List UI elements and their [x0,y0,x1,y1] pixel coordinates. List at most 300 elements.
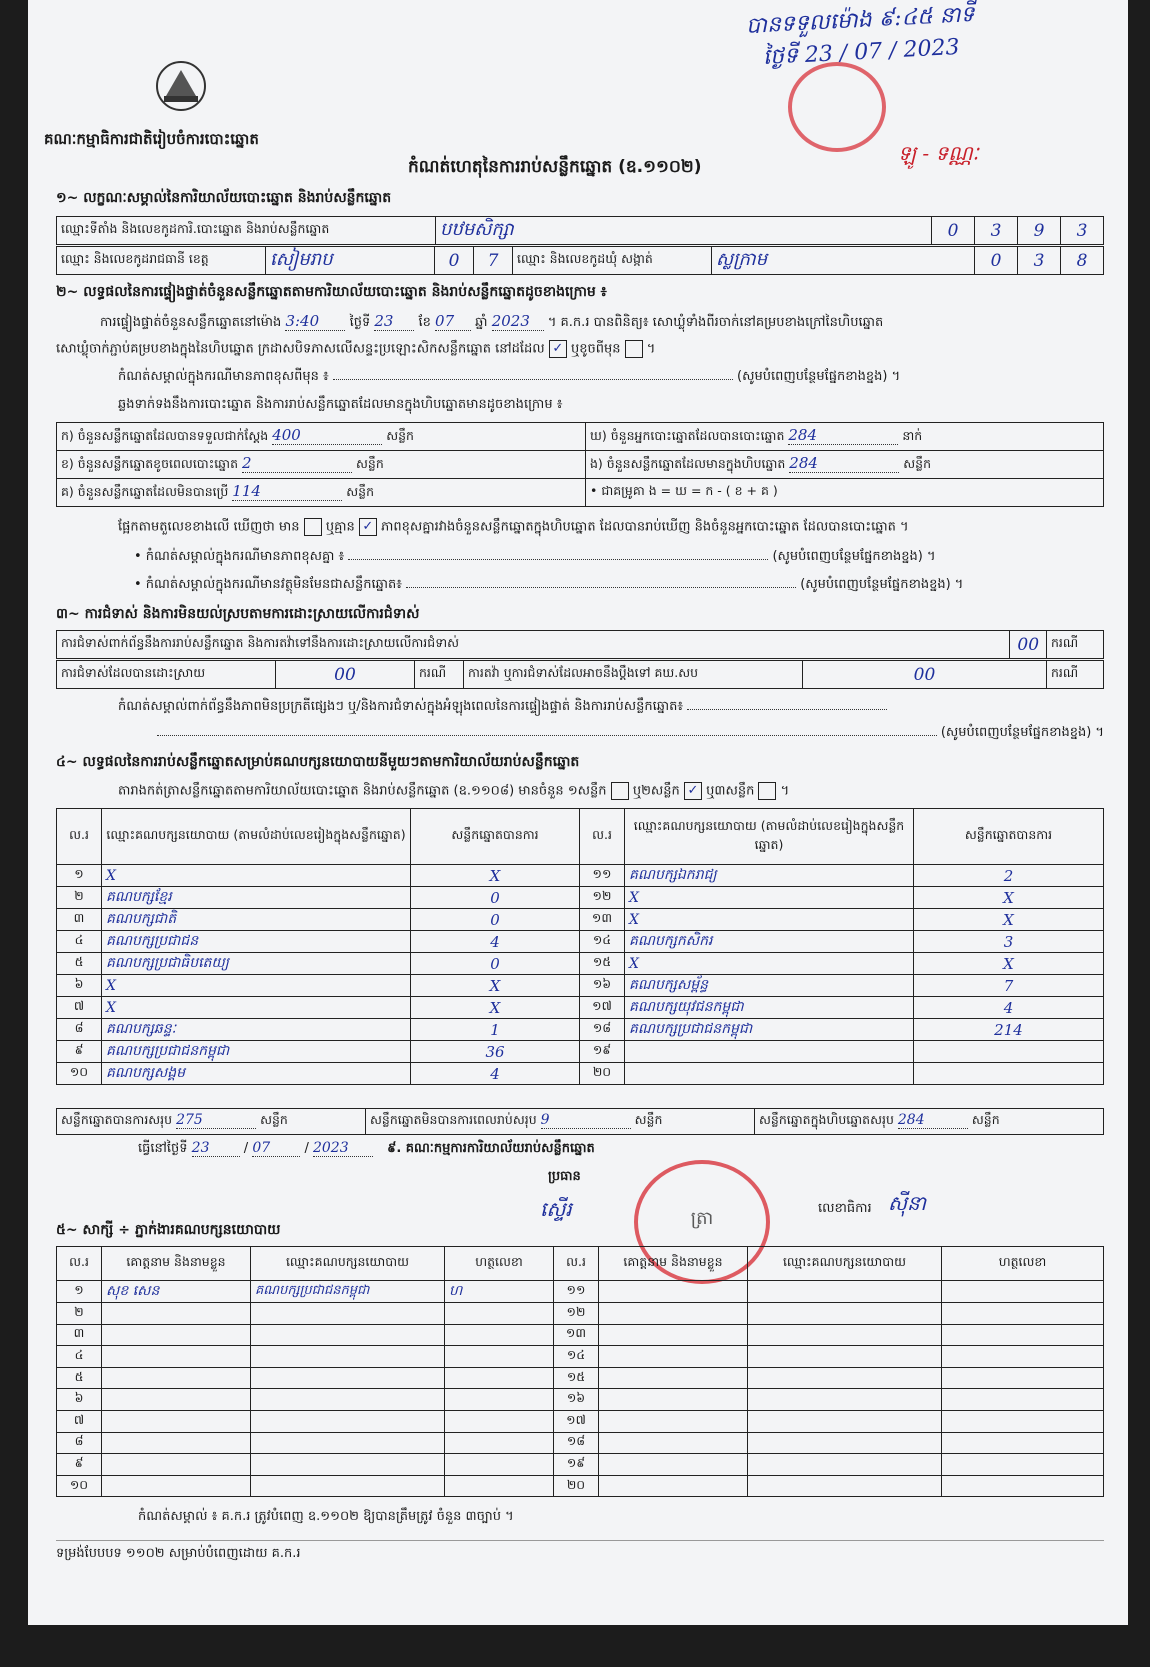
witness-signature [445,1346,554,1368]
party-votes: 7 [914,975,1104,997]
row-number: ៣ [57,1324,102,1346]
ballots-received-label: ក) ចំនួនសន្លឹកឆ្នោតដែលបានទទួលជាក់ស្តែង [61,428,269,443]
party-name: X [102,975,411,997]
witness-party [251,1389,445,1411]
witness-name [102,1346,251,1368]
complaints-label: ការជំទាស់ពាក់ព័ន្ធនឹងការរាប់សន្លឹកឆ្នោត និងការតវ៉ាទៅនឹងការដោះស្រាយលើការជំទាស់ [57,631,1010,659]
two-sheet-label: ឬ២សន្លឹក [632,783,680,799]
unused-ballots-label: គ) ចំនួនសន្លឹកឆ្នោតដែលមិនបានប្រើ [61,484,229,499]
table-row [57,887,1104,909]
party-name: គណបក្សប្រជាធិបតេយ្យ [102,953,411,975]
station-digit: 3 [975,217,1018,245]
witness-signature [942,1389,1104,1411]
table-row [57,997,1104,1019]
party-votes: X [914,887,1104,909]
party-votes: X [914,909,1104,931]
row-number: ១៤ [554,1346,599,1368]
unit: នាក់ [902,428,923,443]
row-number: ៨ [57,1432,102,1454]
party-name: X [625,909,914,931]
match-or: ឬគ្មាន [325,519,355,535]
row-number: ៤ [57,1346,102,1368]
witness-name [599,1432,748,1454]
witness-name [102,1454,251,1476]
three-sheet-label: ឬ៣សន្លឹក [706,783,755,799]
witness-name [599,1346,748,1368]
period: ។ [646,341,656,357]
witness-signature [942,1324,1104,1346]
witness-party [251,1324,445,1346]
row-number: ៩ [57,1454,102,1476]
verify-prefix: ការផ្ទៀងផ្ទាត់ចំនួនសន្លឹកឆ្នោតនៅម៉ោង [100,315,282,330]
appeal-count: 00 [803,661,1047,689]
row-number: ១១ [580,865,625,887]
row-number: ១៣ [580,909,625,931]
section-1-table [56,216,1104,245]
unit: សន្លឹក [346,484,375,499]
witness-signature [942,1346,1104,1368]
party-votes: 0 [411,909,580,931]
section-5-heading: ៥~ សាក្សី ÷ ភ្នាក់ងារគណបក្សនយោបាយ [56,1222,281,1238]
witness-name [102,1410,251,1432]
witness-name [599,1475,748,1497]
party-name: គណបក្សឆន្ទៈ [102,1019,411,1041]
col-party: ឈ្មោះគណបក្សនយោបាយ (តាមលំដាប់លេខរៀងក្នុងសន្លឹកឆ្នោត) [102,809,411,865]
witness-signature [942,1281,1104,1303]
party-votes: 4 [914,997,1104,1019]
col-signature: ហត្ថលេខា [942,1247,1104,1281]
col-no: ល.រ [554,1247,599,1281]
case-unit: ករណី [1047,661,1104,689]
party-votes: 4 [411,1063,580,1085]
unused-ballots-value: 114 [232,482,342,501]
row-number: ១៤ [580,931,625,953]
note-dots [687,709,887,710]
note-hint: (សូមបំពេញបន្ថែមផ្នែកខាងខ្នង) ។ [772,549,936,564]
row-number: ១៧ [554,1410,599,1432]
witness-name: សុខ សេន [102,1281,251,1303]
voters-value: 284 [788,426,898,445]
witness-party [748,1303,942,1325]
witness-signature [445,1303,554,1325]
table-row [57,1454,1104,1476]
witness-party [748,1454,942,1476]
row-number: ៧ [57,1410,102,1432]
witness-name [102,1303,251,1325]
verify-year: 2023 [492,312,544,331]
witness-party [251,1303,445,1325]
party-name: គណបក្សយុវជនកម្ពុជា [625,997,914,1019]
province-digit: 7 [474,247,513,275]
three-sheet-checkbox[interactable] [758,782,776,800]
party-name: X [102,997,411,1019]
done-date-label: ធ្វើនៅថ្ងៃទី [138,1141,188,1156]
station-value: បឋមសិក្សា [436,217,932,245]
witness-signature [445,1475,554,1497]
commune-digit: 8 [1061,247,1104,275]
witness-signature [942,1410,1104,1432]
row-number: ១ [57,1281,102,1303]
row-number: ១៩ [580,1041,625,1063]
table-row [57,909,1104,931]
station-digit: 3 [1061,217,1104,245]
row-number: ២ [57,887,102,909]
emblem-icon [146,56,216,116]
witness-signature [942,1432,1104,1454]
party-votes: 214 [914,1019,1104,1041]
complaints-table [56,630,1104,659]
witness-table [56,1246,1104,1497]
note-line-1 [118,368,1098,387]
chairman-signature: ស្ទើរ [540,1197,572,1221]
col-no: ល.រ [580,809,625,865]
total-invalid-value: 9 [541,1112,631,1129]
total-box-value: 284 [898,1112,968,1129]
party-name: គណបក្សខ្មែរ [102,887,411,909]
row-number: ២០ [580,1063,625,1085]
witness-party: គណបក្សប្រជាជនកម្ពុជា [251,1281,445,1303]
row-number: ១១ [554,1281,599,1303]
party-name: គណបក្សសម្ព័ន្ធ [625,975,914,997]
row-number: ១២ [554,1303,599,1325]
party-name: គណបក្សសង្គម [102,1063,411,1085]
row-number: ១៨ [580,1019,625,1041]
resolved-count: 00 [276,661,415,689]
spoiled-ballots-label: ខ) ចំនួនសន្លឹកឆ្នោតខូចពេលបោះឆ្នោត [61,456,239,471]
row-number: ៩ [57,1041,102,1063]
year-label: ឆ្នាំ [475,315,488,330]
witness-name [599,1410,748,1432]
row-number: ២ [57,1303,102,1325]
row-number: ១៧ [580,997,625,1019]
seal-check-line [56,340,655,360]
complaints-count: 00 [1010,631,1047,659]
station-digit: 9 [1018,217,1061,245]
period: ។ [780,783,790,799]
note-foreign-label: • កំណត់សម្គាល់ក្នុងករណីមានវត្ថុមិនមែនជាសន្លឹកឆ្នោត៖ [134,577,402,592]
spoiled-ballots-value: 2 [242,454,352,473]
witness-name [599,1303,748,1325]
chairman-label: ប្រធាន [548,1169,581,1184]
party-name: គណបក្សប្រជាជនកម្ពុជា [102,1041,411,1063]
witness-party [251,1367,445,1389]
col-witness-name: គោត្តនាម និងនាមខ្លួន [599,1247,748,1281]
party-name: គណបក្សកសិករ [625,931,914,953]
row-number: ៥ [57,953,102,975]
row-number: ១០ [57,1063,102,1085]
appeal-label: ការតវ៉ា ឬការជំទាស់ដែលអាចនឹងប្តឹងទៅ គឃ.សប [464,661,803,689]
seal-broken-label: ឬខូចពីមុន [570,341,621,357]
footnote: កំណត់សម្គាល់ ៖ គ.ក.រ ត្រូវបំពេញ ឧ.១១០២ ឱ្យបានត្រឹមត្រូវ ចំនួន ៣ច្បាប់ ។ [138,1509,514,1524]
commune-label: ឈ្មោះ និងលេខកូដឃុំ សង្កាត់ [513,247,712,275]
verify-time: 3:40 [285,312,345,331]
witness-party [251,1475,445,1497]
note-hint: (សូមបំពេញបន្ថែមផ្នែកខាងខ្នង) ។ [940,725,1104,740]
totals-row [56,1108,1104,1135]
witness-name [102,1367,251,1389]
witness-party [748,1324,942,1346]
match-line [118,518,909,538]
tally-line-text: តារាងកត់ត្រាសន្លឹកឆ្នោតតាមការិយាល័យបោះឆ្នោត និងរាប់សន្លឹកឆ្នោត (ឧ.១១០៨) មានចំនួន ១សន្លឹក [118,783,607,799]
witness-signature [445,1367,554,1389]
day-label: ថ្ងៃទី [349,315,371,330]
match-prefix: ផ្អែកតាមតួលេខខាងលើ ឃើញថា មាន [118,519,300,535]
has-difference-checkbox[interactable] [304,518,322,536]
ballots-in-box-value: 284 [789,454,899,473]
ballot-count-table [56,422,1104,507]
table-row [57,1346,1104,1368]
table-row [57,865,1104,887]
note-hint: (សូមបំពេញបន្ថែមផ្នែកខាងខ្នង) ។ [737,369,901,384]
witness-signature [445,1454,554,1476]
witness-party [251,1432,445,1454]
commune-digit: 3 [1018,247,1061,275]
row-number: ១៩ [554,1454,599,1476]
party-name: X [625,953,914,975]
witness-signature [445,1410,554,1432]
witness-party [251,1454,445,1476]
witness-name [102,1324,251,1346]
witness-party [748,1389,942,1411]
ballots-in-box-label: ង) ចំនួនសន្លឹកឆ្នោតដែលមានក្នុងហិបឆ្នោត [590,456,786,471]
table-row [57,1389,1104,1411]
witness-name [599,1389,748,1411]
official-seal-icon [788,62,886,152]
party-name: គណបក្សប្រជាជន [102,931,411,953]
row-number: ១៨ [554,1432,599,1454]
done-date-line: ធ្វើនៅថ្ងៃទី 23 / 07 / 2023 ៩. គណៈកម្មការការិយាល័យរាប់សន្លឹកឆ្នោត [138,1140,595,1156]
party-votes: 1 [411,1019,580,1041]
province-label: ឈ្មោះ និងលេខកូដរាជធានី ខេត្ត [57,247,266,275]
row-number: ១៦ [580,975,625,997]
seal-intact-checkbox[interactable]: ✓ [549,340,567,358]
witness-party [748,1432,942,1454]
row-number: ៦ [57,975,102,997]
col-no: ល.រ [57,809,102,865]
verify-suffix: ។ គ.ក.រ បានពិនិត្យ៖ សោឃ្លុំទាំងពីរចាក់នៅគម្របខាងក្រៅនៃហិបឆ្នោត [547,315,884,330]
row-number: ៣ [57,909,102,931]
issuer-name: គណៈកម្មាធិការជាតិរៀបចំការបោះឆ្នោត [44,130,259,148]
two-sheet-checkbox[interactable]: ✓ [684,782,702,800]
done-month: 07 [252,1140,300,1157]
one-sheet-checkbox[interactable] [611,782,629,800]
row-number: ១២ [580,887,625,909]
witness-name [599,1367,748,1389]
witness-party [748,1475,942,1497]
witness-signature [445,1389,554,1411]
done-day: 23 [192,1140,240,1157]
row-number: ១ [57,865,102,887]
section-3-heading: ៣~ ការជំទាស់ និងការមិនយល់ស្របតាមការដោះស្រាយលើការជំទាស់ [56,606,420,622]
party-votes: X [914,953,1104,975]
resolved-label: ការជំទាស់ដែលបានដោះស្រាយ [57,661,276,689]
witness-name [102,1475,251,1497]
handwritten-receipt-date: ថ្ងៃទី 23 / 07 / 2023 [762,34,961,71]
table-row [57,1041,1104,1063]
party-votes: X [411,975,580,997]
witness-name [102,1432,251,1454]
witness-signature [942,1303,1104,1325]
party-votes [914,1041,1104,1063]
row-number: ៨ [57,1019,102,1041]
verification-line [100,312,1100,333]
party-name [625,1041,914,1063]
witness-signature [942,1454,1104,1476]
unit: សន្លឹក [355,456,384,471]
form-code: ទម្រង់បែបបទ ១១០២ សម្រាប់បំពេញដោយ គ.ក.រ [56,1540,1104,1564]
note-diff-label: • កំណត់សម្គាល់ក្នុងករណីមានភាពខុសគ្នា ៖ [134,549,345,564]
party-name: គណបក្សប្រជាជនកម្ពុជា [625,1019,914,1041]
col-signature: ហត្ថលេខា [445,1247,554,1281]
section-3-note [118,698,1108,717]
seal-broken-checkbox[interactable] [625,340,643,358]
seal-text: ត្រា [690,1208,714,1229]
commune-digit: 0 [975,247,1018,275]
table-row [57,1432,1104,1454]
col-witness-name: គោត្តនាម និងនាមខ្លួន [102,1247,251,1281]
verify-day: 23 [374,312,414,331]
form-sheet [28,0,1128,1625]
row-number: ២០ [554,1475,599,1497]
witness-signature [445,1432,554,1454]
unit: សន្លឹក [903,456,932,471]
note-dots [348,559,768,560]
unit: សន្លឹក [386,428,414,443]
witness-signature [942,1367,1104,1389]
note-dots [157,735,937,736]
party-name: X [102,865,411,887]
witness-party [748,1410,942,1432]
form-title: កំណត់ហេតុនៃការរាប់សន្លឹកឆ្នោត (ឧ.១១០២) [408,157,702,177]
row-number: ១៣ [554,1324,599,1346]
table-row [57,1019,1104,1041]
party-name: គណបក្សជាតិ [102,909,411,931]
witness-name [599,1324,748,1346]
handwritten-red-signature: ឡូ - ទណ្ណៈ [898,141,979,165]
note-label: កំណត់សម្គាល់ក្នុងករណីមានភាពខុសពីមុន ៖ [118,369,329,384]
done-year: 2023 [313,1140,373,1157]
note-dots [333,379,733,380]
results-intro: ឆ្លងទាក់ទងនឹងការបោះឆ្នោត និងការរាប់សន្លឹកឆ្នោតដែលមានក្នុងហិបឆ្នោតមានដូចខាងក្រោម ៖ [118,397,563,412]
party-votes: 2 [914,865,1104,887]
province-digit: 0 [435,247,474,275]
secretary-signature: ស៊ីនា [888,1191,927,1215]
col-no: ល.រ [57,1247,102,1281]
row-number: ៦ [57,1389,102,1411]
commune-value: ស្លក្រាម [712,247,975,275]
unit: សន្លឹក [971,1112,1000,1127]
witness-name [599,1454,748,1476]
party-name: X [625,887,914,909]
table-row [57,1063,1104,1085]
party-name [625,1063,914,1085]
total-invalid-label: សន្លឹកឆ្នោតមិនបានការពេលរាប់សរុប [370,1112,537,1127]
row-number: ៥ [57,1367,102,1389]
table-row [57,1475,1104,1497]
table-row [57,931,1104,953]
table-row [57,953,1104,975]
party-votes: 36 [411,1041,580,1063]
section-3-note-text: កំណត់សម្គាល់ពាក់ព័ន្ធនឹងភាពមិនប្រក្រតីផ្សេងៗ ឬ/និងការជំទាស់ក្នុងអំឡុងពេលនៃការផ្ទៀងផ្ទាត់ និងការរាប់សន្លឹកឆ្នោត៖ [118,699,684,714]
witness-signature [445,1324,554,1346]
committee-label: ៩. គណៈកម្មការការិយាល័យរាប់សន្លឹកឆ្នោត [387,1141,595,1156]
unit: សន្លឹក [260,1112,288,1127]
seal-line-text: សោឃ្លុំចាក់ភ្ជាប់គម្របខាងក្នុងនៃហិបឆ្នោត ក្រដាសបិទភាសលើសន្ទះប្រឡោះសិកសន្លឹកឆ្នោត នៅដដែល [56,341,545,357]
note-line-2 [134,548,1104,567]
row-number: ១៥ [580,953,625,975]
case-unit: ករណី [1047,631,1104,659]
party-votes: X [411,865,580,887]
no-difference-checkbox[interactable]: ✓ [359,518,377,536]
verify-month: 07 [435,312,471,331]
section-2-heading: ២~ លទ្ធផលនៃការផ្ទៀងផ្ទាត់ចំនួនសន្លឹកឆ្នោតតាមការិយាល័យបោះឆ្នោត និងរាប់សន្លឹកឆ្នោតដូចខាងក្រោម ៖ [56,284,607,300]
secretary-label: លេខាធិការ [818,1201,872,1216]
complaints-table-row2 [56,660,1104,689]
row-number: ៧ [57,997,102,1019]
table-row [57,975,1104,997]
table-row [57,1410,1104,1432]
row-number: ១៥ [554,1367,599,1389]
row-number: ៤ [57,931,102,953]
col-party: ឈ្មោះគណបក្សនយោបាយ [748,1247,942,1281]
table-row [57,1281,1104,1303]
note-hint: (សូមបំពេញបន្ថែមផ្នែកខាងខ្នង) ។ [800,577,964,592]
col-party: ឈ្មោះគណបក្សនយោបាយ [251,1247,445,1281]
party-votes: 0 [411,887,580,909]
party-results-table [56,808,1104,1085]
party-votes: 0 [411,953,580,975]
note-line-3 [134,576,1104,595]
formula: • ជាគម្រូគា ង = ឃ = ក - ( ខ + គ ) [586,479,1104,507]
month-label: ខែ [418,315,431,330]
col-party: ឈ្មោះគណបក្សនយោបាយ (តាមលំដាប់លេខរៀងក្នុងសន្លឹកឆ្នោត) [625,809,914,865]
province-value: សៀមរាប [266,247,435,275]
witness-name [102,1389,251,1411]
total-valid-label: សន្លឹកឆ្នោតបានការសរុប [61,1112,173,1127]
row-number: ១០ [57,1475,102,1497]
col-votes: សន្លឹកឆ្នោតបានការ [411,809,580,865]
table-row [57,1324,1104,1346]
table-row [57,1303,1104,1325]
handwritten-receipt-line1: បានទទួលម៉ោង ៩:៤៥ នាទី [745,2,976,39]
col-votes: សន្លឹកឆ្នោតបានការ [914,809,1104,865]
table-row [57,1367,1104,1389]
tally-sheet-line [118,782,789,802]
ballots-received-value: 400 [272,426,382,445]
witness-name [599,1281,748,1303]
voters-label: ឃ) ចំនួនអ្នកបោះឆ្នោតដែលបានបោះឆ្នោត [590,428,785,443]
party-votes: 4 [411,931,580,953]
station-label: ឈ្មោះទីតាំង និងលេខកូដការិ.បោះឆ្នោត និងរាប់សន្លឹកឆ្នោត [57,217,436,245]
unit: សន្លឹក [634,1112,663,1127]
row-number: ១៦ [554,1389,599,1411]
witness-signature [942,1475,1104,1497]
note-dots [406,587,796,588]
case-unit: ករណី [415,661,464,689]
party-votes: X [411,997,580,1019]
witness-party [251,1346,445,1368]
party-votes [914,1063,1104,1085]
section-1-heading: ១~ លក្ខណៈសម្គាល់នៃការិយាល័យបោះឆ្នោត និងរាប់សន្លឹកឆ្នោត [56,190,392,206]
witness-party [251,1410,445,1432]
section-1-table-row2 [56,246,1104,275]
witness-party [748,1346,942,1368]
witness-party [748,1281,942,1303]
match-suffix: ភាពខុសគ្នារវាងចំនួនសន្លឹកឆ្នោតក្នុងហិបឆ្នោត ដែលបានរាប់ឃើញ និងចំនួនអ្នកបោះឆ្នោត ដែលបានបោះឆ្នោត ។ [381,519,909,535]
total-valid-value: 275 [176,1112,256,1129]
party-name: គណបក្សឯករាជ្យ [625,865,914,887]
party-votes: 3 [914,931,1104,953]
